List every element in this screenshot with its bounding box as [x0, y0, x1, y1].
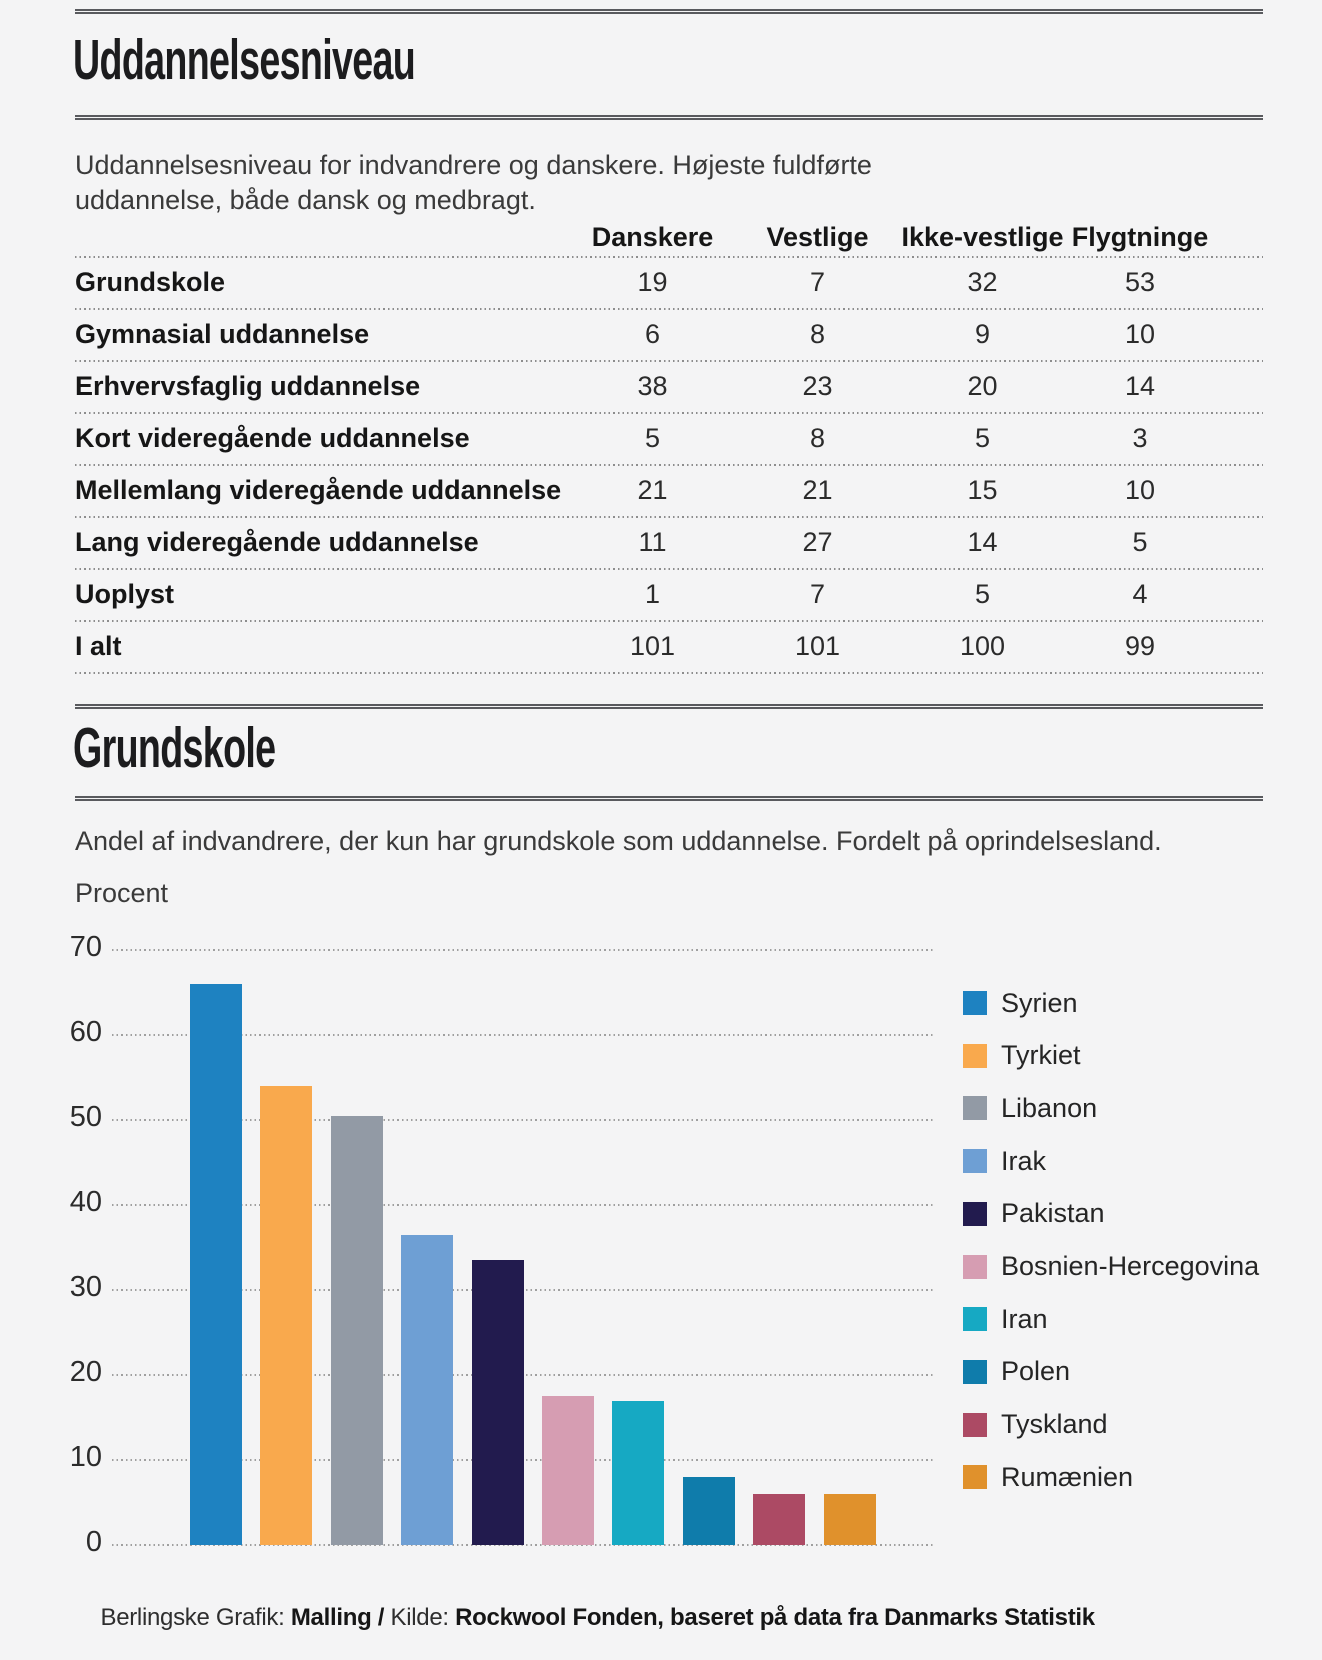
- legend-swatch: [963, 1465, 987, 1489]
- row-label: Mellemlang videregående uddannelse: [75, 474, 562, 505]
- legend-swatch: [963, 1360, 987, 1384]
- y-axis-unit-label: Procent: [75, 878, 169, 908]
- legend-label: Pakistan: [1001, 1198, 1105, 1229]
- cell-value: 9: [974, 318, 991, 349]
- legend-item-polen: [963, 1357, 1070, 1387]
- cell-value: 4: [1132, 578, 1148, 609]
- cell-value: 10: [1124, 318, 1156, 349]
- bar-libanon: [331, 1116, 383, 1545]
- cell-value: 15: [967, 474, 998, 505]
- bar-bosnien-hercegovina: [542, 1396, 594, 1545]
- cell-value: 5: [974, 578, 991, 609]
- legend-item-pakistan: [963, 1199, 1105, 1229]
- cell-value: 19: [637, 266, 668, 297]
- column-header-danskere: Danskere: [591, 222, 714, 252]
- y-tick-label: 50: [69, 1101, 102, 1133]
- cell-value: 14: [1124, 370, 1156, 401]
- table-description: Uddannelsesniveau for indvandrere og danskere. Højeste fuldførte uddannelse, både dansk og medbragt.: [75, 150, 872, 215]
- row-label: Kort videregående uddannelse: [75, 422, 470, 453]
- bar-tyskland: [753, 1494, 805, 1545]
- table-row: [75, 412, 1263, 464]
- table-row: [75, 516, 1263, 568]
- legend-swatch: [963, 1413, 987, 1437]
- legend-label: Rumænien: [1001, 1461, 1134, 1492]
- bar-irak: [401, 1235, 453, 1545]
- y-tick-label: 40: [69, 1186, 102, 1218]
- section-divider: [75, 115, 1263, 120]
- bar-pakistan: [472, 1260, 524, 1545]
- table-row: [75, 620, 1263, 672]
- cell-value: 27: [802, 526, 833, 557]
- cell-value: 11: [638, 526, 667, 557]
- legend-swatch: [963, 1255, 987, 1279]
- source-name: Rockwool Fonden, baseret på data fra Danmarks Statistik: [455, 1604, 1095, 1631]
- legend-swatch: [963, 1202, 987, 1226]
- legend-item-irak: [963, 1146, 1046, 1176]
- table-row: [75, 308, 1263, 360]
- cell-value: 1: [644, 578, 661, 609]
- section-divider: [75, 704, 1263, 709]
- legend-swatch: [963, 991, 987, 1015]
- bar-rum-nien: [824, 1494, 876, 1545]
- legend-swatch: [963, 1149, 987, 1173]
- y-tick-label: 20: [69, 1356, 102, 1388]
- cell-value: 5: [1132, 526, 1148, 557]
- bar-syrien: [190, 984, 242, 1545]
- cell-value: 20: [967, 370, 998, 401]
- table-row: [75, 568, 1263, 620]
- cell-value: 100: [959, 630, 1006, 661]
- legend-item-rum-nien: [963, 1462, 1133, 1492]
- graphic-credit-label: Berlingske Grafik:: [100, 1604, 291, 1631]
- legend-swatch: [963, 1044, 987, 1068]
- row-label: Gymnasial uddannelse: [75, 318, 370, 349]
- y-tick-label: 0: [85, 1526, 102, 1558]
- column-header-ikke-vestlige: Ikke-vestlige: [901, 222, 1064, 252]
- table-row: [75, 464, 1263, 516]
- cell-value: 6: [644, 318, 661, 349]
- legend-item-iran: [963, 1304, 1048, 1334]
- y-tick-label: 30: [69, 1271, 102, 1303]
- cell-value: 10: [1124, 474, 1156, 505]
- table-row: [75, 360, 1263, 412]
- section-divider: [75, 9, 1263, 14]
- legend-item-libanon: [963, 1093, 1097, 1123]
- cell-value: 23: [802, 370, 833, 401]
- cell-value: 7: [809, 578, 826, 609]
- legend-item-bosnien-hercegovina: [963, 1252, 1259, 1282]
- column-header-vestlige: Vestlige: [766, 222, 869, 252]
- cell-value: 38: [637, 370, 668, 401]
- legend-item-tyskland: [963, 1410, 1108, 1440]
- legend-item-syrien: [963, 988, 1078, 1018]
- row-label: Grundskole: [75, 266, 226, 297]
- y-tick-label: 10: [69, 1441, 102, 1473]
- legend-label: Polen: [1001, 1356, 1071, 1387]
- cell-value: 5: [644, 422, 661, 453]
- source-label: Kilde:: [390, 1604, 456, 1631]
- cell-value: 8: [809, 318, 826, 349]
- table-row: [75, 256, 1263, 308]
- legend-swatch: [963, 1307, 987, 1331]
- section-title-grundskole: Grundskole: [73, 716, 276, 780]
- legend-label: Iran: [1001, 1303, 1048, 1334]
- bar-tyrkiet: [260, 1086, 312, 1545]
- table-header-row: [75, 150, 1263, 256]
- cell-value: 101: [629, 630, 676, 661]
- cell-value: 101: [794, 630, 841, 661]
- legend-swatch: [963, 1096, 987, 1120]
- legend-item-tyrkiet: [963, 1041, 1081, 1071]
- section-title-uddannelsesniveau: Uddannelsesniveau: [73, 28, 416, 92]
- cell-value: 8: [809, 422, 826, 453]
- cell-value: 14: [967, 526, 998, 557]
- chart-gridline: [112, 949, 935, 951]
- cell-value: 5: [974, 422, 991, 453]
- credit-line: [75, 1576, 1095, 1660]
- section-divider: [75, 796, 1263, 801]
- legend-label: Tyrkiet: [1001, 1040, 1081, 1071]
- row-label: Lang videregående uddannelse: [75, 526, 479, 557]
- legend-label: Tyskland: [1001, 1409, 1108, 1440]
- education-table: [75, 256, 1263, 672]
- row-label: Erhvervsfaglig uddannelse: [75, 370, 421, 401]
- row-label: Uoplyst: [75, 578, 175, 609]
- bar-polen: [683, 1477, 735, 1545]
- graphic-credit-name: Malling /: [290, 1604, 391, 1631]
- y-tick-label: 70: [69, 931, 102, 963]
- legend-label: Libanon: [1001, 1092, 1098, 1123]
- chart-subtitle: Andel af indvandrere, der kun har grundskole som uddannelse. Fordelt på oprindelsesland.: [75, 826, 1162, 856]
- cell-value: 99: [1124, 630, 1156, 661]
- legend-label: Irak: [1001, 1145, 1047, 1176]
- row-label: I alt: [75, 630, 122, 661]
- legend-label: Bosnien-Hercegovina: [1001, 1251, 1260, 1281]
- cell-value: 3: [1132, 422, 1148, 453]
- cell-value: 21: [802, 474, 833, 505]
- column-header-flygtninge: Flygtninge: [1071, 222, 1209, 252]
- legend-label: Syrien: [1001, 987, 1078, 1018]
- cell-value: 21: [637, 474, 668, 505]
- cell-value: 53: [1124, 266, 1156, 297]
- cell-value: 7: [809, 266, 826, 297]
- bar-iran: [612, 1401, 664, 1546]
- y-tick-label: 60: [69, 1016, 102, 1048]
- cell-value: 32: [967, 266, 998, 297]
